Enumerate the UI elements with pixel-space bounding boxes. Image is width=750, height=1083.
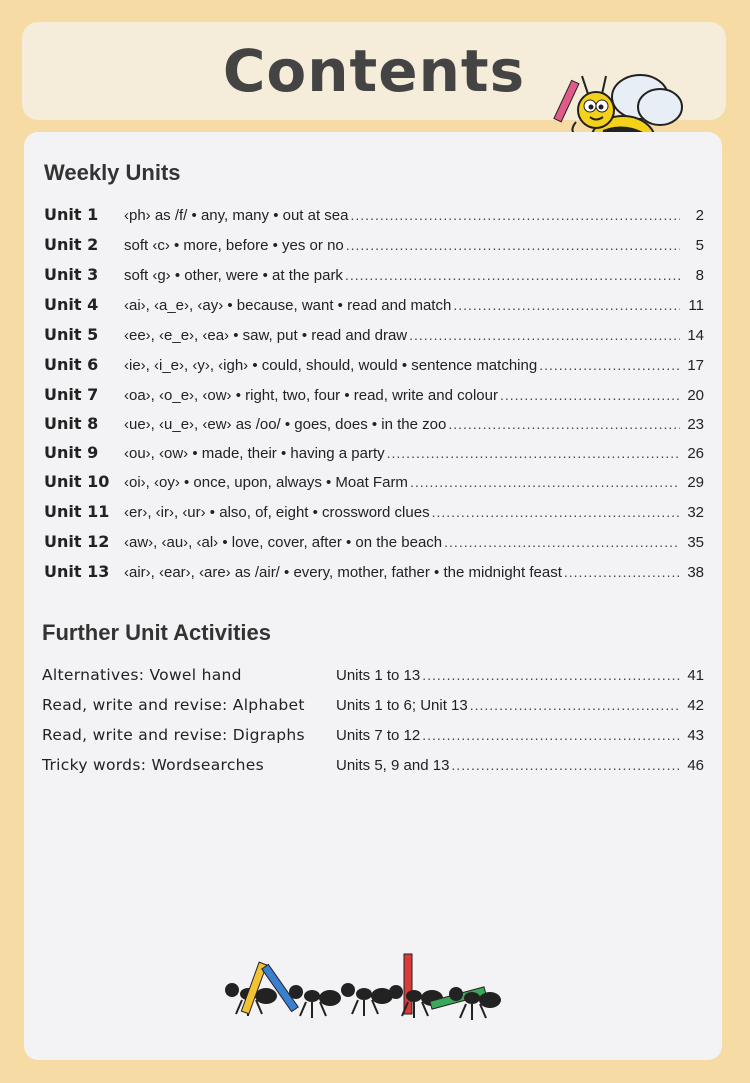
unit-row xyxy=(44,562,704,588)
leader-dots xyxy=(422,667,680,683)
unit-row xyxy=(44,235,704,261)
unit-label: Unit 5 xyxy=(44,325,99,344)
page-number: 32 xyxy=(687,504,704,521)
unit-description: soft ‹c› • more, before • yes or no xyxy=(124,237,344,254)
unit-row xyxy=(44,265,704,291)
activity-units: Units 7 to 12 xyxy=(336,727,421,744)
unit-description: ‹ou›, ‹ow› • made, their • having a party xyxy=(124,445,385,462)
page-title: Contents xyxy=(222,37,526,105)
unit-row xyxy=(44,472,704,498)
leader-dots xyxy=(351,207,681,223)
unit-label: Unit 3 xyxy=(44,265,99,284)
weekly-units-heading: Weekly Units xyxy=(44,160,181,185)
unit-row xyxy=(44,325,704,351)
activity-name: Read, write and revise: Digraphs xyxy=(42,726,305,744)
leader-dots xyxy=(451,757,680,773)
page-number: 20 xyxy=(687,387,704,404)
unit-description: soft ‹g› • other, were • at the park xyxy=(124,267,343,284)
leader-dots xyxy=(500,387,680,403)
page-number: 2 xyxy=(695,207,704,224)
activity-name: Tricky words: Wordsearches xyxy=(42,756,264,774)
unit-label: Unit 7 xyxy=(44,385,99,404)
activity-units: Units 5, 9 and 13 xyxy=(336,757,450,774)
unit-label: Unit 11 xyxy=(44,502,110,521)
page-number: 43 xyxy=(687,727,704,744)
unit-label: Unit 9 xyxy=(44,443,99,462)
page-number: 5 xyxy=(695,237,704,254)
leader-dots xyxy=(409,327,680,343)
leader-dots xyxy=(387,445,680,461)
leader-dots xyxy=(453,297,680,313)
unit-description: ‹ee›, ‹e_e›, ‹ea› • saw, put • read and draw xyxy=(124,327,408,344)
page-number: 17 xyxy=(687,357,704,374)
unit-label: Unit 12 xyxy=(44,532,110,551)
unit-description: ‹oi›, ‹oy› • once, upon, always • Moat Farm xyxy=(124,474,408,491)
leader-dots xyxy=(470,697,680,713)
unit-row xyxy=(44,385,704,411)
unit-label: Unit 13 xyxy=(44,562,110,581)
unit-row xyxy=(44,295,704,321)
page-number: 11 xyxy=(688,297,704,314)
unit-description: ‹ph› as /f/ • any, many • out at sea xyxy=(124,207,349,224)
leader-dots xyxy=(422,727,680,743)
further-activities-heading: Further Unit Activities xyxy=(42,620,271,645)
unit-description: ‹ue›, ‹u_e›, ‹ew› as /oo/ • goes, does • in the zoo xyxy=(124,416,447,433)
unit-label: Unit 6 xyxy=(44,355,99,374)
page-number: 23 xyxy=(687,416,704,433)
unit-label: Unit 2 xyxy=(44,235,99,254)
activity-units: Units 1 to 6; Unit 13 xyxy=(336,697,468,714)
page-number: 35 xyxy=(687,534,704,551)
unit-description: ‹aw›, ‹au›, ‹al› • love, cover, after • on the beach xyxy=(124,534,443,551)
leader-dots xyxy=(448,416,680,432)
unit-row xyxy=(44,443,704,469)
leader-dots xyxy=(410,474,680,490)
unit-label: Unit 4 xyxy=(44,295,99,314)
unit-label: Unit 10 xyxy=(44,472,110,491)
unit-label: Unit 1 xyxy=(44,205,99,224)
ant-icon xyxy=(341,983,393,1016)
page-number: 46 xyxy=(687,757,704,774)
activity-row xyxy=(42,756,704,782)
unit-description: ‹er›, ‹ir›, ‹ur› • also, of, eight • crossword clues xyxy=(124,504,430,521)
page-number: 26 xyxy=(687,445,704,462)
leader-dots xyxy=(432,504,680,520)
page-number: 29 xyxy=(687,474,704,491)
page-number: 38 xyxy=(687,564,704,581)
leader-dots xyxy=(564,564,680,580)
page-number: 42 xyxy=(687,697,704,714)
leader-dots xyxy=(346,237,680,253)
activity-units: Units 1 to 13 xyxy=(336,667,421,684)
unit-description: ‹ai›, ‹a_e›, ‹ay› • because, want • read and match xyxy=(124,297,452,314)
leader-dots xyxy=(444,534,680,550)
unit-row xyxy=(44,414,704,440)
page-number: 41 xyxy=(687,667,704,684)
unit-label: Unit 8 xyxy=(44,414,99,433)
unit-description: ‹air›, ‹ear›, ‹are› as /air/ • every, mother, father • the midnight feast xyxy=(124,564,562,581)
unit-row xyxy=(44,205,704,231)
activity-row xyxy=(42,696,704,722)
ants-with-pencils-illustration xyxy=(218,950,518,1030)
unit-row xyxy=(44,532,704,558)
activity-name: Alternatives: Vowel hand xyxy=(42,666,242,684)
activity-row xyxy=(42,666,704,692)
unit-description: ‹oa›, ‹o_e›, ‹ow› • right, two, four • read, write and colour xyxy=(124,387,498,404)
activity-row xyxy=(42,726,704,752)
activity-name: Read, write and revise: Alphabet xyxy=(42,696,305,714)
leader-dots xyxy=(539,357,680,373)
page-number: 8 xyxy=(695,267,704,284)
page-number: 14 xyxy=(687,327,704,344)
leader-dots xyxy=(345,267,680,283)
unit-row xyxy=(44,502,704,528)
unit-description: ‹ie›, ‹i_e›, ‹y›, ‹igh› • could, should, would • sentence matching xyxy=(124,357,538,374)
unit-row xyxy=(44,355,704,381)
ant-icon xyxy=(289,985,341,1018)
